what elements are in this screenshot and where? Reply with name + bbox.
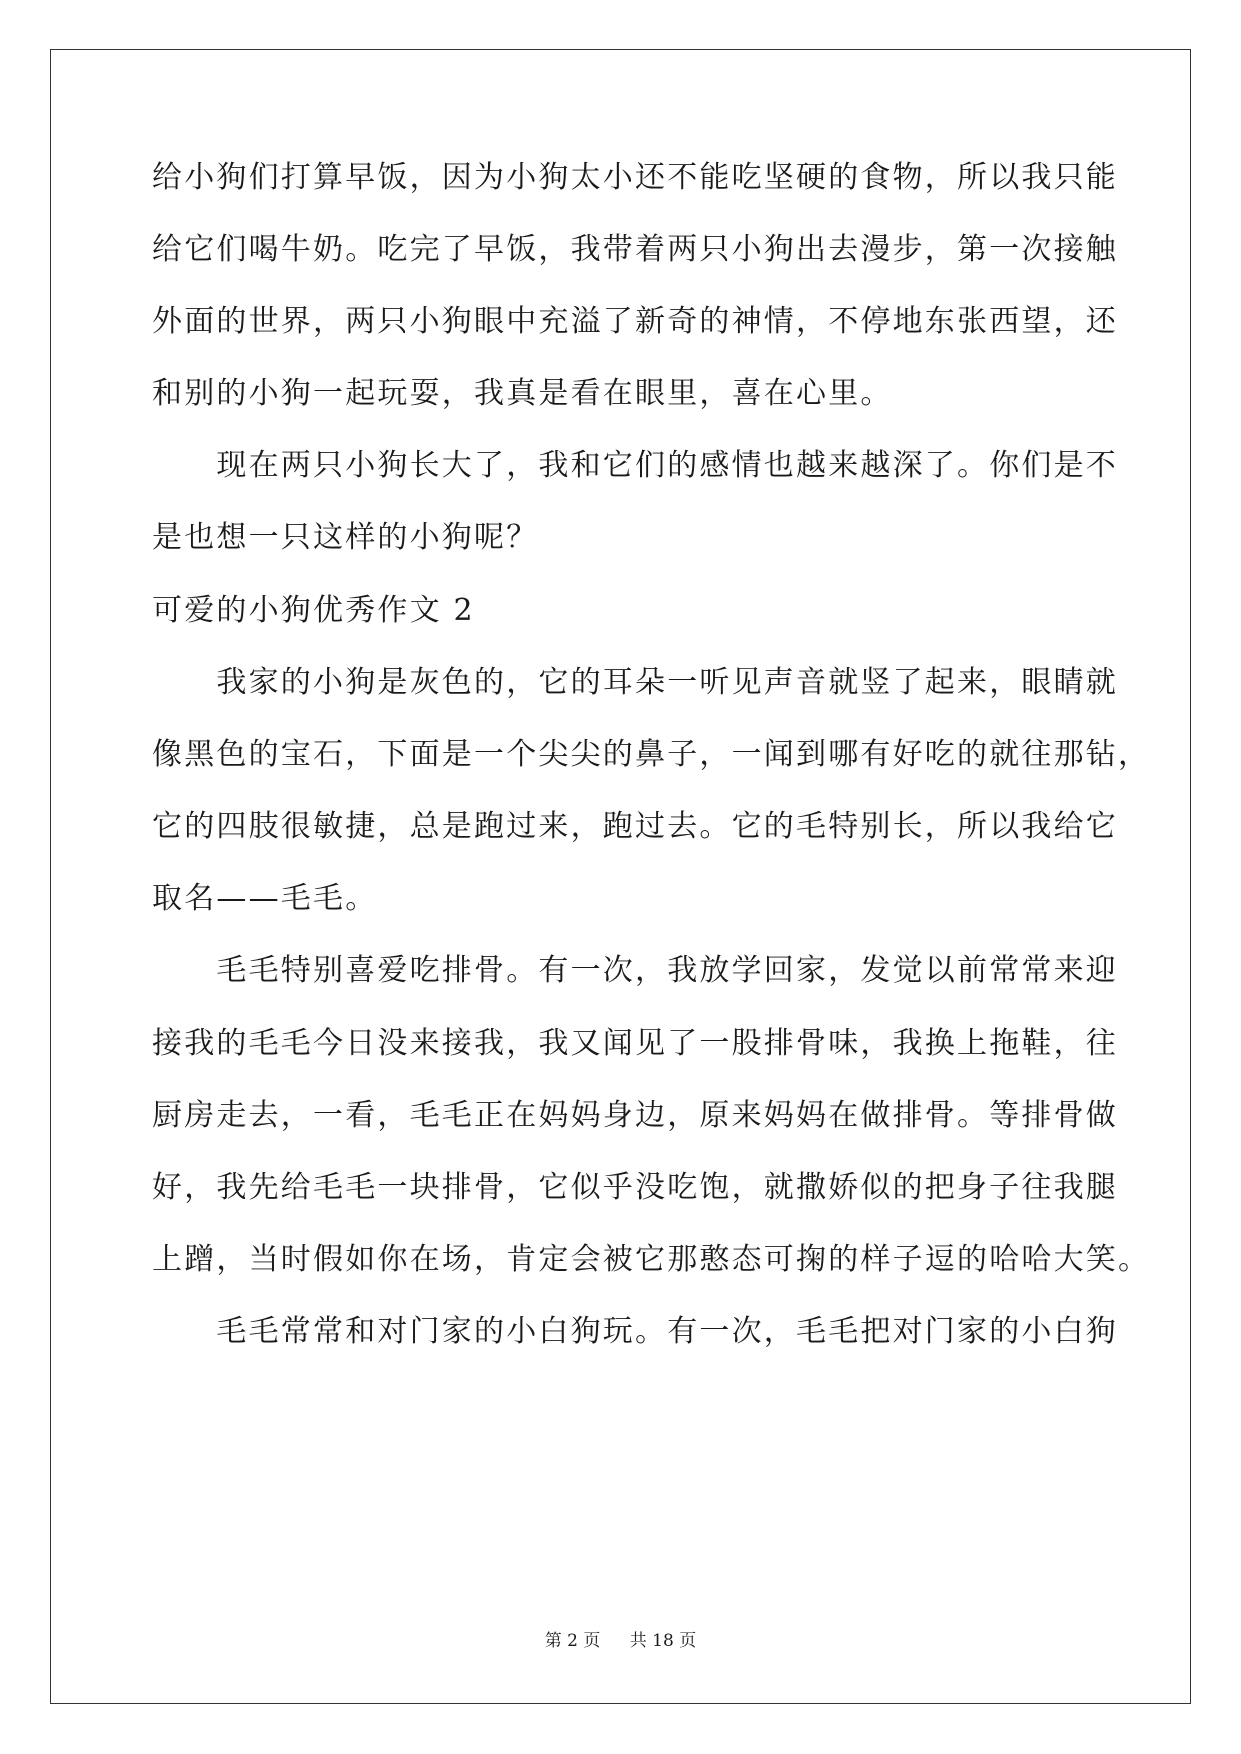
- text-line: 毛毛特别喜爱吃排骨。有一次，我放学回家，发觉以前常常来迎: [152, 953, 1118, 988]
- text-line: 接我的毛毛今日没来接我，我又闻见了一股排骨味，我换上拖鞋，往: [152, 1026, 1118, 1061]
- section-heading: 可爱的小狗优秀作文 2: [152, 593, 475, 628]
- text-line: 上蹭，当时假如你在场，肯定会被它那憨态可掬的样子逗的哈哈大笑。: [152, 1242, 1151, 1277]
- text-line: 像黑色的宝石，下面是一个尖尖的鼻子，一闻到哪有好吃的就往那钻，: [152, 737, 1151, 772]
- page-footer: [0, 1630, 1241, 1652]
- text-line: 取名——毛毛。: [152, 881, 378, 916]
- page-total: 共 18 页: [629, 1631, 697, 1651]
- text-line: 它的四肢很敏捷，总是跑过来，跑过去。它的毛特别长，所以我给它: [152, 809, 1118, 844]
- text-line: 外面的世界，两只小狗眼中充溢了新奇的神情，不停地东张西望，还: [152, 304, 1118, 339]
- text-line: 厨房走去，一看，毛毛正在妈妈身边，原来妈妈在做排骨。等排骨做: [152, 1098, 1118, 1133]
- text-line: 给小狗们打算早饭，因为小狗太小还不能吃坚硬的食物，所以我只能: [152, 160, 1118, 195]
- text-line: 毛毛常常和对门家的小白狗玩。有一次，毛毛把对门家的小白狗: [152, 1314, 1118, 1349]
- page-number: 第 2 页: [544, 1631, 601, 1651]
- text-line: 和别的小狗一起玩耍，我真是看在眼里，喜在心里。: [152, 376, 893, 411]
- page-border: [50, 49, 1191, 1704]
- text-line: 给它们喝牛奶。吃完了早饭，我带着两只小狗出去漫步，第一次接触: [152, 232, 1118, 267]
- text-line: 是也想一只这样的小狗呢？: [152, 520, 539, 555]
- text-line: 好，我先给毛毛一块排骨，它似乎没吃饱，就撒娇似的把身子往我腿: [152, 1170, 1118, 1205]
- text-line: 现在两只小狗长大了，我和它们的感情也越来越深了。你们是不: [152, 448, 1118, 483]
- text-line: 我家的小狗是灰色的，它的耳朵一听见声音就竖了起来，眼睛就: [152, 665, 1118, 700]
